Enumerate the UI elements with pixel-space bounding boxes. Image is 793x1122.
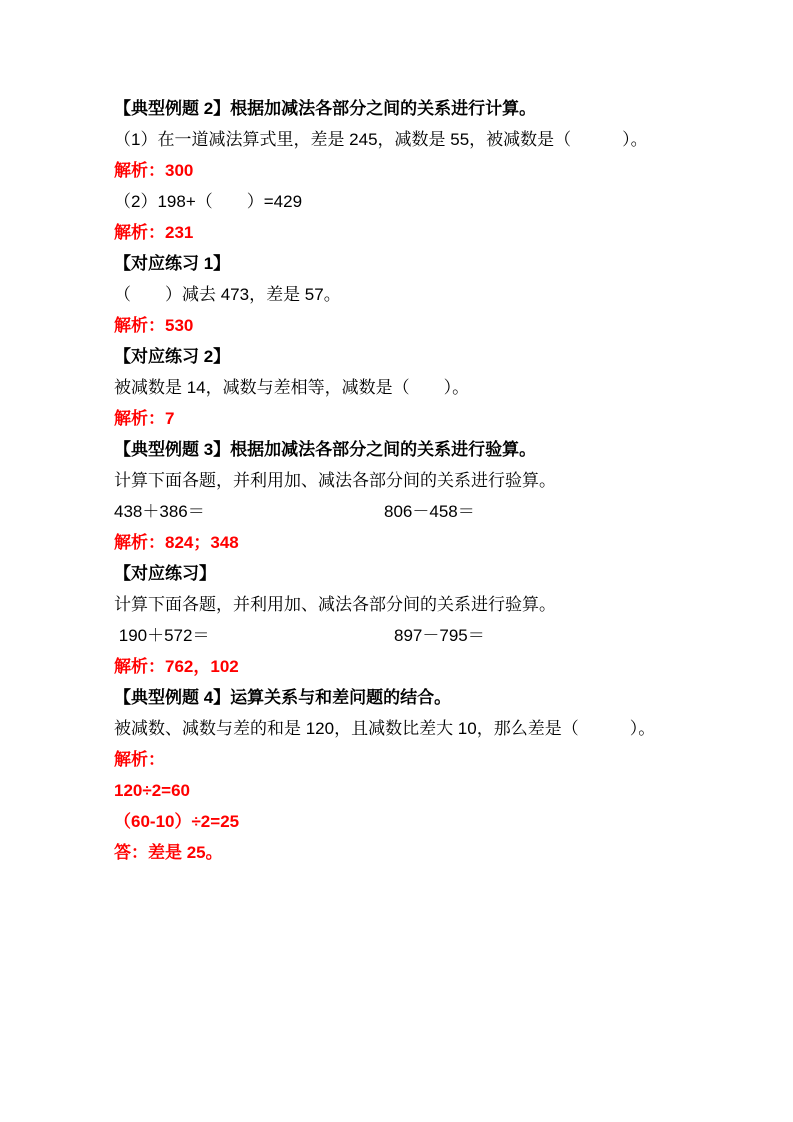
drill2-answer: 解析：7 [114,409,175,428]
example4-question: 被减数、减数与差的和是 120，且减数比差大 10，那么差是（ ）。 [114,719,656,738]
drill3-expression-left: 190＋572＝ [114,626,210,645]
drill3-instruction: 计算下面各题，并利用加、减法各部分间的关系进行验算。 [114,595,556,614]
example3-expression-left: 438＋386＝ [114,502,205,521]
example4-conclusion: 答：差是 25。 [114,843,223,862]
example3-instruction: 计算下面各题，并利用加、减法各部分间的关系进行验算。 [114,471,556,490]
example2-question1: （1）在一道减法算式里，差是 245，减数是 55，被减数是（ ）。 [114,130,648,149]
example4-step1: 120÷2=60 [114,781,190,800]
example4-step2: （60-10）÷2=25 [114,812,240,831]
drill2-question: 被减数是 14，减数与差相等，减数是（ ）。 [114,378,470,397]
example2-answer1: 解析：300 [114,161,194,180]
example3-expressions [114,496,738,527]
example3-title: 【典型例题 3】根据加减法各部分之间的关系进行验算。 [114,440,537,459]
example2-question2: （2）198+（ ）=429 [114,192,303,211]
example3-expression-right: 806－458＝ [384,502,475,521]
drill3-title: 【对应练习】 [114,564,216,583]
example4-title: 【典型例题 4】运算关系与和差问题的结合。 [114,688,452,707]
drill3-expression-right: 897－795＝ [394,626,485,645]
example2-title: 【典型例题 2】根据加减法各部分之间的关系进行计算。 [114,99,537,118]
example3-answer: 解析：824；348 [114,533,239,552]
drill3-expressions [114,620,738,651]
example4-answer-label: 解析： [114,750,165,769]
drill3-answer: 解析：762，102 [114,657,239,676]
drill1-answer: 解析：530 [114,316,194,335]
example2-answer2: 解析：231 [114,223,194,242]
drill1-title: 【对应练习 1】 [114,254,231,273]
drill1-question: （ ）减去 473，差是 57。 [114,285,341,304]
drill2-title: 【对应练习 2】 [114,347,231,366]
